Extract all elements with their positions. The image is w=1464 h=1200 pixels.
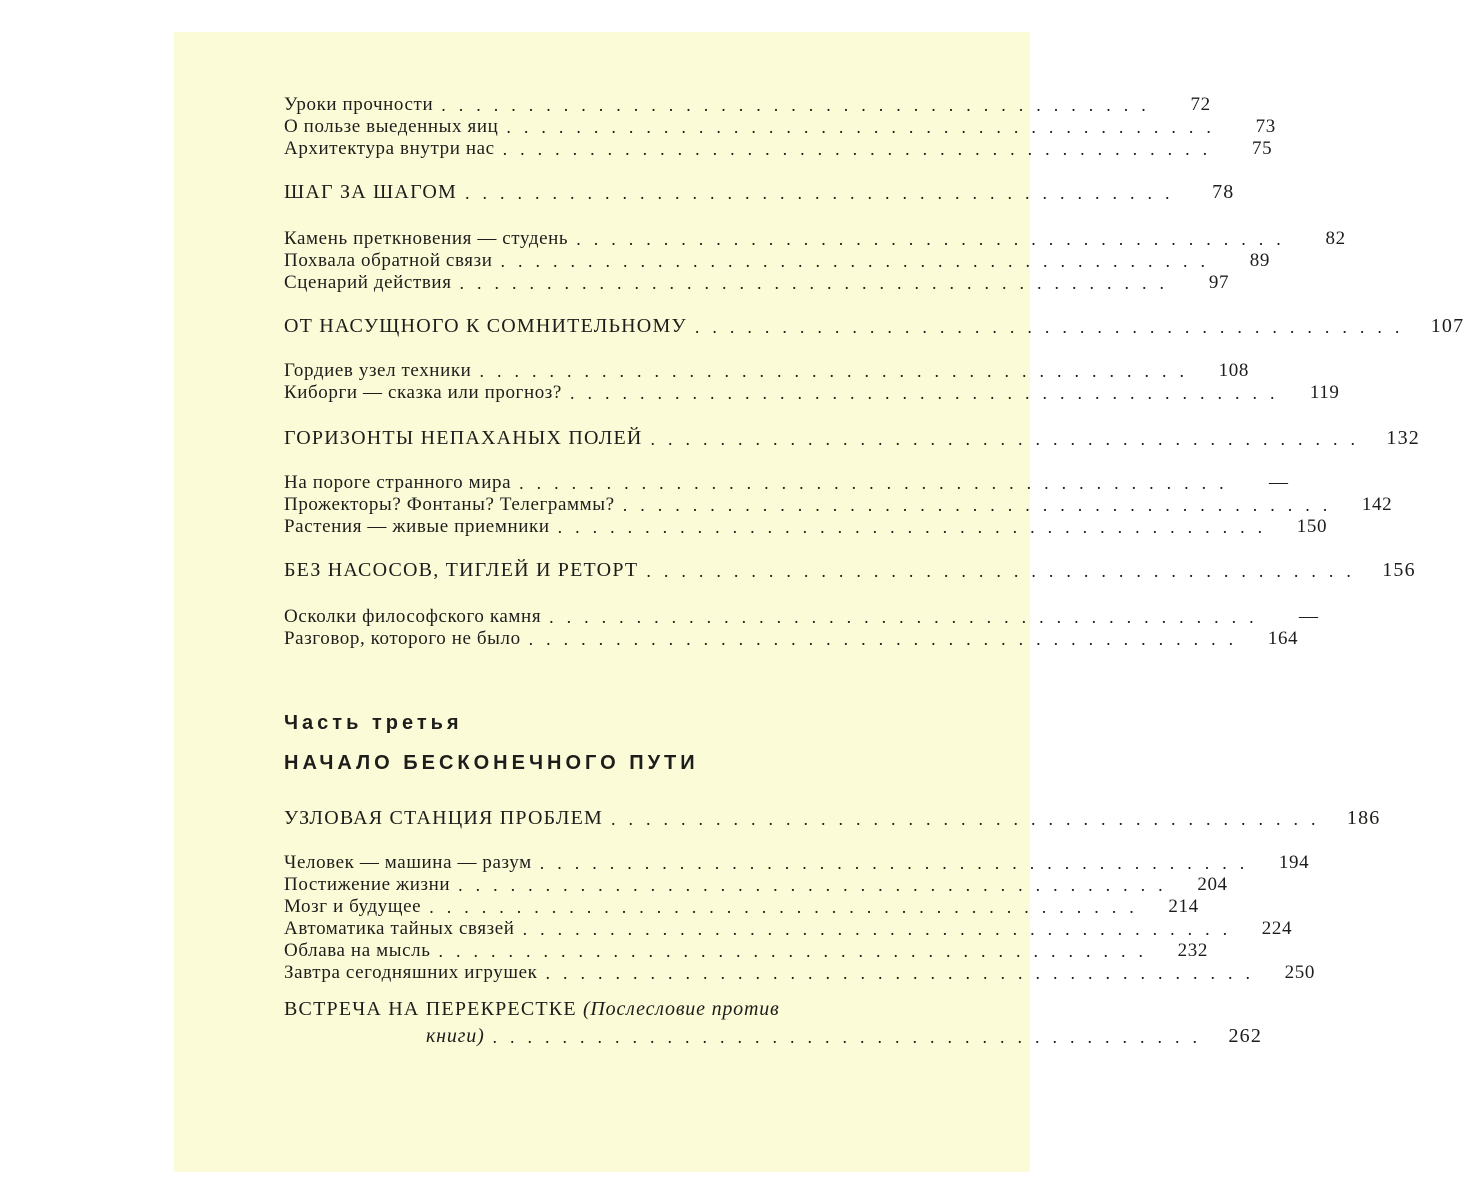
leader-dots: ......................................... — [459, 273, 1178, 293]
page-number: 214 — [1168, 896, 1199, 917]
toc-entry: О пользе выеденных яиц ......................................... 73 — [284, 116, 1276, 137]
toc-entry: Прожекторы? Фонтаны? Телеграммы? ......................................... 142 — [284, 494, 1393, 515]
page-number: 82 — [1325, 228, 1346, 249]
page-number: 97 — [1208, 272, 1230, 293]
leader-dots: ......................................... — [549, 607, 1267, 627]
toc-entry: Сценарий действия ......................................... 97 — [284, 272, 1230, 293]
toc-entry: Постижение жизни ......................................... 204 — [284, 874, 1228, 895]
toc-entry: Осколки философского камня ......................................... — — [284, 606, 1319, 627]
page-number: 186 — [1346, 807, 1381, 829]
page-number: 232 — [1177, 940, 1208, 961]
page-number: — — [1299, 606, 1319, 627]
leader-dots: ......................................... — [464, 183, 1183, 203]
leader-dots: ......................................... — [622, 495, 1341, 515]
leader-dots: ......................................... — [539, 853, 1258, 873]
leader-dots: ......................................... — [500, 251, 1218, 271]
leader-dots: ......................................... — [492, 1027, 1211, 1047]
leader-dots: ......................................... — [458, 875, 1176, 895]
toc-chapter: ШАГ ЗА ШАГОМ ......................................... 78 — [284, 181, 1235, 203]
page-number: 89 — [1249, 250, 1270, 271]
part-label: Часть третья — [284, 712, 463, 734]
leader-dots: ......................................... — [545, 963, 1263, 983]
page-number: 108 — [1218, 360, 1249, 381]
page-number: 150 — [1296, 516, 1328, 537]
page-number: 78 — [1212, 181, 1235, 203]
leader-dots: ......................................... — [557, 517, 1276, 537]
page-number: 132 — [1386, 427, 1421, 449]
toc-entry: Мозг и будущее ......................................... 214 — [284, 896, 1199, 917]
leader-dots: ......................................... — [429, 897, 1147, 917]
page-number: 119 — [1309, 382, 1340, 403]
toc-entry: Автоматика тайных связей ......................................... 224 — [284, 918, 1293, 939]
toc-entry: Архитектура внутри нас ......................................... 75 — [284, 138, 1273, 159]
toc-chapter: БЕЗ НАСОСОВ, ТИГЛЕЙ И РЕТОРТ ......................................... 156 — [284, 559, 1416, 581]
leader-dots: ......................................... — [576, 229, 1294, 249]
toc-chapter: УЗЛОВАЯ СТАНЦИЯ ПРОБЛЕМ ......................................... 186 — [284, 807, 1381, 829]
leader-dots: ......................................... — [528, 629, 1247, 649]
page-number: 73 — [1255, 116, 1276, 137]
toc-chapter: ГОРИЗОНТЫ НЕПАХАНЫХ ПОЛЕЙ ......................................... 132 — [284, 427, 1421, 449]
toc-entry: Похвала обратной связи ......................................... 89 — [284, 250, 1270, 271]
leader-dots: ......................................... — [506, 117, 1224, 137]
book-page — [174, 32, 1464, 1172]
leader-dots: ......................................... — [438, 941, 1156, 961]
leader-dots: ......................................... — [441, 95, 1159, 115]
toc-final-line1 — [284, 998, 954, 1022]
leader-dots: ......................................... — [502, 139, 1221, 159]
leader-dots: ......................................... — [650, 429, 1369, 449]
leader-dots: ......................................... — [479, 361, 1197, 381]
page-number: 142 — [1361, 494, 1393, 515]
page-number: 107 — [1430, 315, 1464, 337]
page-number: 164 — [1267, 628, 1299, 649]
toc-final-line2 — [426, 1022, 1263, 1047]
leader-dots: ......................................... — [569, 383, 1288, 403]
leader-dots: ......................................... — [611, 809, 1329, 829]
toc-entry: Растения — живые приемники ......................................... 150 — [284, 516, 1328, 537]
toc-final-subtitle-2: книги) — [426, 1025, 485, 1047]
toc-entry: Облава на мысль ......................................... 232 — [284, 940, 1208, 961]
toc-entry: Камень преткновения — студень ......................................... 82 — [284, 228, 1346, 249]
toc-entry: Киборги — сказка или прогноз? ......................................... 119 — [284, 382, 1340, 403]
toc-entry: Уроки прочности ......................................... 72 — [284, 94, 1211, 115]
toc-entry: Гордиев узел техники ......................................... 108 — [284, 360, 1249, 381]
toc-entry: Завтра сегодняшних игрушек ......................................... 250 — [284, 962, 1315, 983]
page-number: 204 — [1197, 874, 1228, 895]
toc-chapter: ОТ НАСУЩНОГО К СОМНИТЕЛЬНОМУ ......................................... 107 — [284, 315, 1464, 337]
page-number: 224 — [1261, 918, 1293, 939]
leader-dots: ......................................... — [694, 317, 1413, 337]
page-number: 156 — [1382, 559, 1416, 581]
toc-entry: На пороге странного мира ......................................... — — [284, 472, 1289, 493]
toc-entry: Человек — машина — разум ......................................... 194 — [284, 852, 1310, 873]
part-title: НАЧАЛО БЕСКОНЕЧНОГО ПУТИ — [284, 752, 699, 774]
leader-dots: ......................................... — [646, 561, 1364, 581]
page-number: — — [1269, 472, 1289, 493]
page-number: 262 — [1228, 1025, 1263, 1047]
page-number: 75 — [1251, 138, 1273, 159]
toc-final-title: ВСТРЕЧА НА ПЕРЕКРЕСТКЕ — [284, 998, 577, 1020]
toc-final-subtitle-1: (Послесловие против — [582, 998, 780, 1020]
toc-entry: Разговор, которого не было ......................................... 164 — [284, 628, 1299, 649]
leader-dots: ......................................... — [519, 473, 1237, 493]
page-number: 194 — [1278, 852, 1310, 873]
leader-dots: ......................................... — [522, 919, 1241, 939]
page-number: 72 — [1190, 94, 1211, 115]
page-number: 250 — [1284, 962, 1315, 983]
